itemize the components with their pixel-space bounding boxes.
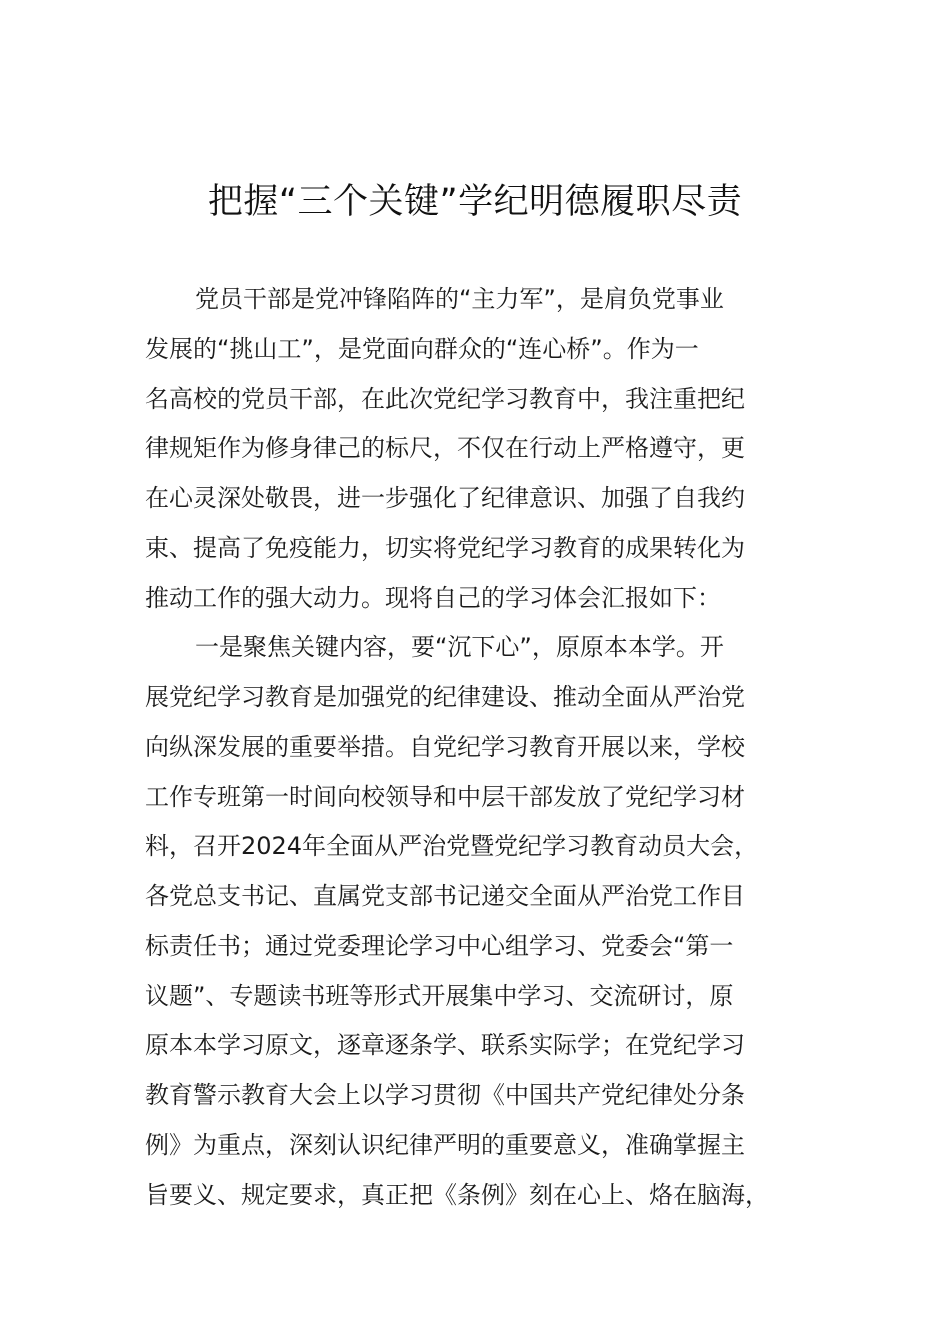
- document-body: [145, 275, 815, 1220]
- paragraph-2-line-9: 原本本学习原文，逐章逐条学、联系实际学；在党纪学习: [145, 1031, 745, 1060]
- paragraph-2-line-3: 向纵深发展的重要举措。自党纪学习教育开展以来，学校: [145, 732, 745, 761]
- paragraph-2-line-12: 旨要义、规定要求，真正把《条例》刻在心上、烙在脑海，: [145, 1180, 769, 1209]
- paragraph-2-line-6: 各党总支书记、直属党支部书记递交全面从严治党工作目: [145, 882, 745, 910]
- paragraph-2-line-10: 教育警示教育大会上以学习贯彻《中国共产党纪律处分条: [145, 1081, 745, 1109]
- paragraph-2-line-4: 工作专班第一时间向校领导和中层干部发放了党纪学习材: [145, 782, 745, 811]
- paragraph-1-line-1: 党员干部是党冲锋陷阵的“主力军”，是肩负党事业: [195, 285, 724, 313]
- paragraph-1-line-4: 律规矩作为修身律己的标尺，不仅在行动上严格遵守，更: [145, 434, 745, 463]
- paragraph-1-line-7: 推动工作的强大动力。现将自己的学习体会汇报如下：: [145, 583, 721, 612]
- paragraph-2-line-8: 议题”、专题读书班等形式开展集中学习、交流研讨，原: [145, 981, 734, 1010]
- paragraph-2-line-5: 料，召开2024年全面从严治党暨党纪学习教育动员大会，: [145, 832, 759, 861]
- document-title: 把握“三个关键”学纪明德履职尽责: [207, 182, 743, 222]
- paragraph-2-line-2: 展党纪学习教育是加强党的纪律建设、推动全面从严治党: [145, 683, 745, 711]
- paragraph-1-line-2: 发展的“挑山工”，是党面向群众的“连心桥”。作为一: [145, 334, 699, 363]
- paragraph-1-line-6: 束、提高了免疫能力，切实将党纪学习教育的成果转化为: [145, 533, 745, 562]
- paragraph-2-line-7: 标责任书；通过党委理论学习中心组学习、党委会“第一: [145, 931, 734, 960]
- paragraph-2-line-11: 例》为重点，深刻认识纪律严明的重要意义，准确掌握主: [145, 1130, 745, 1159]
- paragraph-1-line-5: 在心灵深处敬畏，进一步强化了纪律意识、加强了自我约: [145, 484, 745, 512]
- paragraph-2-line-1: 一是聚焦关键内容，要“沉下心”，原原本本学。开: [195, 633, 724, 662]
- paragraph-1-line-3: 名高校的党员干部，在此次党纪学习教育中，我注重把纪: [145, 384, 745, 413]
